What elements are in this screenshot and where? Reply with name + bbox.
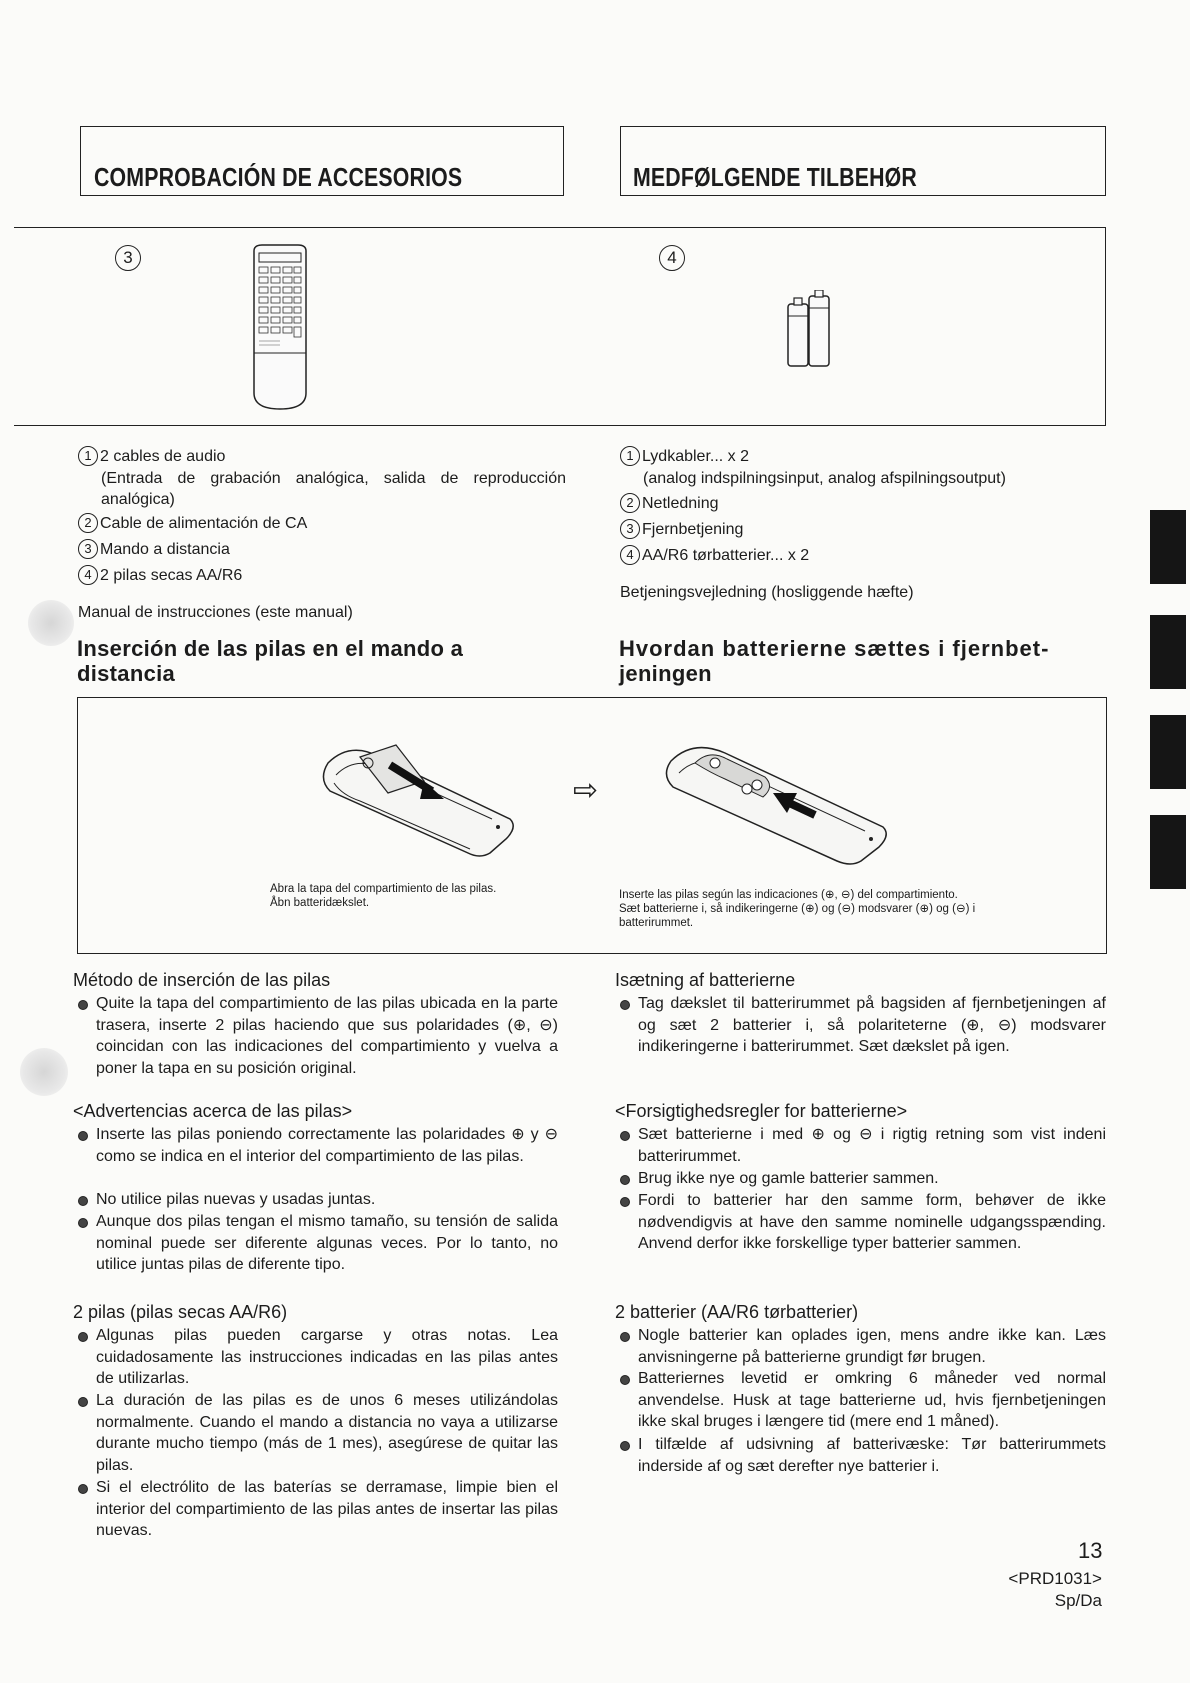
bullet-icon: [78, 1000, 88, 1010]
accessory-es-4-text: 2 pilas secas AA/R6: [100, 567, 243, 584]
accessory-es-1: [78, 446, 225, 467]
index-tab-2: [1150, 615, 1186, 689]
aa-da-1: [638, 1325, 1106, 1368]
bullet-icon: [620, 1000, 630, 1010]
aa-heading-da: 2 batterier (AA/R6 tørbatterier): [615, 1302, 859, 1322]
aa-es-1: [96, 1325, 558, 1390]
warning-es-1-text: Inserte las pilas poniendo correctamente las polaridades ⊕ y ⊖ como se indica en el interior del compartimiento de las pilas.: [96, 1126, 558, 1165]
battery-title-da-line1: Hvordan batterierne sættes i fjernbet-: [619, 636, 1050, 661]
accessory-da-4: [620, 545, 809, 566]
warning-da-1: [638, 1124, 1106, 1167]
figure-caption-right-1: Inserte las pilas según las indicaciones (⊕, ⊖) del compartimiento.: [619, 889, 958, 901]
circled-number: 1: [78, 446, 98, 466]
warning-da-3: [638, 1190, 1106, 1255]
accessory-es-3: [78, 539, 230, 560]
accessory-es-2-text: Cable de alimentación de CA: [100, 515, 308, 532]
aa-es-2: [96, 1390, 558, 1476]
page-number: 13: [1078, 1538, 1103, 1563]
warnings-heading-es: <Advertencias acerca de las pilas>: [73, 1101, 353, 1121]
figure-caption-left-2: Åbn batteridækslet.: [270, 897, 370, 909]
accessory-es-4: [78, 565, 242, 586]
accessory-da-1-note: (analog indspilningsinput, analog afspilningsoutput): [643, 470, 1006, 487]
accessory-panel-bottom-rule: [14, 425, 1106, 426]
accessory-es-3-text: Mando a distancia: [100, 541, 230, 558]
circled-number: 3: [78, 539, 98, 559]
bullet-icon: [620, 1441, 630, 1451]
bullet-icon: [620, 1131, 630, 1141]
header-title-es: COMPROBACIÓN DE ACCESORIOS: [94, 162, 463, 192]
warnings-heading-da: <Forsigtighedsregler for batterierne>: [615, 1101, 908, 1121]
bullet-icon: [78, 1218, 88, 1228]
accessory-marker-4: 4: [659, 245, 685, 271]
figure-caption-left: [270, 882, 496, 910]
accessory-es-manual: Manual de instrucciones (este manual): [78, 604, 353, 621]
accessory-marker-3: 3: [115, 245, 141, 271]
circled-number: 2: [620, 493, 640, 513]
aa-es-1-text: Algunas pilas pueden cargarse y otras notas. Lea cuidadosamente las instrucciones indicadas en las pilas antes de utilizarlas.: [96, 1327, 558, 1387]
aa-da-2: [638, 1368, 1106, 1433]
method-heading-es: Método de inserción de las pilas: [73, 970, 331, 990]
battery-title-da-line2: jeningen: [619, 661, 712, 686]
batteries-icon: [785, 290, 835, 370]
method-bullet-es-text: Quite la tapa del compartimiento de las pilas ubicada en la parte trasera, inserte 2 pilas haciendo que sus polaridades (⊕, ⊖) coincidan con las indicaciones del compartimiento y vuelva a poner la tapa en su posición original.: [96, 995, 558, 1077]
circled-number: 4: [620, 545, 640, 565]
figure-caption-left-1: Abra la tapa del compartimiento de las pilas.: [270, 883, 497, 895]
aa-da-3-text: I tilfælde af udsivning af batterivæske: Tør batterirummets inderside af og sæt derefter nye batterier i.: [638, 1436, 1106, 1475]
circled-number: 3: [620, 519, 640, 539]
method-bullet-da: [638, 993, 1106, 1058]
accessory-da-2-text: Netledning: [642, 495, 719, 512]
footer-lang: Sp/Da: [1054, 1591, 1102, 1610]
remote-control-icon: [250, 243, 310, 411]
battery-title-es-line1: Inserción de las pilas en el mando a: [77, 636, 464, 661]
figure-caption-right-2: Sæt batterierne i, så indikeringerne (⊕) og (⊖) modsvarer (⊕) og (⊖) i: [619, 903, 976, 915]
footer-code: [960, 1568, 1102, 1612]
aa-es-2-text: La duración de las pilas es de unos 6 meses utilizándolas normalmente. Cuando el mando a distancia no vaya a utilizarse durante mucho tiempo (más de 1 mes), asegúrese de quitar las pilas.: [96, 1392, 558, 1474]
battery-title-es: [77, 636, 557, 686]
bullet-icon: [78, 1332, 88, 1342]
bullet-icon: [78, 1131, 88, 1141]
accessory-da-3-text: Fjernbetjening: [642, 521, 744, 538]
warning-es-3: [96, 1211, 558, 1276]
warning-da-1-text: Sæt batterierne i med ⊕ og ⊖ i rigtig retning som vist indeni batterirummet.: [638, 1126, 1106, 1165]
punch-hole-mark: [28, 600, 74, 646]
warning-es-2: [96, 1189, 558, 1211]
accessory-es-1-text: 2 cables de audio: [100, 448, 226, 465]
header-title-da: MEDFØLGENDE TILBEHØR: [633, 162, 918, 192]
bullet-icon: [78, 1484, 88, 1494]
figure-caption-right: [619, 888, 1089, 930]
circled-number: 2: [78, 513, 98, 533]
remote-open-cover-illustration: [320, 735, 520, 865]
footer-code-text: <PRD1031>: [1008, 1569, 1102, 1588]
accessory-es-1-note: (Entrada de grabación analógica, salida de reproducción analógica): [101, 470, 566, 508]
battery-title-es-line2: distancia: [77, 661, 176, 686]
accessory-panel-right-rule: [1105, 227, 1106, 426]
accessory-da-1-text: Lydkabler... x 2: [642, 448, 750, 465]
method-bullet-es: [96, 993, 558, 1079]
aa-es-3: [96, 1477, 558, 1542]
warning-es-1: [96, 1124, 558, 1167]
warning-da-3-text: Fordi to batterier har den samme form, behøver de ikke nødvendigvis at have den samme nominelle udgangsspænding. Anvend derfor ikke forskellige typer batterier sammen.: [638, 1192, 1106, 1252]
accessory-da-4-text: AA/R6 tørbatterier... x 2: [642, 547, 810, 564]
bullet-icon: [620, 1197, 630, 1207]
warning-da-2-text: Brug ikke nye og gamle batterier sammen.: [638, 1170, 939, 1187]
figure-caption-right-3: batterirummet.: [619, 917, 694, 929]
bullet-icon: [620, 1375, 630, 1385]
aa-es-3-text: Si el electrólito de las baterías se derramase, limpie bien el interior del compartimiento de las pilas antes de insertar las pilas nuevas.: [96, 1479, 558, 1539]
bullet-icon: [78, 1196, 88, 1206]
aa-da-3: [638, 1434, 1106, 1477]
accessory-da-manual: Betjeningsvejledning (hosliggende hæfte): [620, 584, 914, 601]
accessory-da-3: [620, 519, 743, 540]
bullet-icon: [620, 1332, 630, 1342]
accessory-es-2: [78, 513, 307, 534]
punch-hole-mark: [20, 1048, 68, 1096]
aa-da-1-text: Nogle batterier kan oplades igen, mens andre ikke kan. Læs anvisningerne på batterierne grundigt før brugen.: [638, 1327, 1106, 1366]
accessory-da-1: [620, 446, 749, 467]
warning-da-2: [638, 1168, 1106, 1190]
method-heading-da: Isætning af batterierne: [615, 970, 796, 990]
index-tab-4: [1150, 815, 1186, 889]
battery-title-da: [619, 636, 1109, 686]
accessory-da-2: [620, 493, 719, 514]
circled-number: 1: [620, 446, 640, 466]
aa-heading-es: 2 pilas (pilas secas AA/R6): [73, 1302, 288, 1322]
method-bullet-da-text: Tag dækslet til batterirummet på bagsiden af fjernbetjeningen af og sæt 2 batterier i, så polariteterne (⊕, ⊖) modsvarer indikeringerne i batterirummet. Sæt dækslet på igen.: [638, 995, 1106, 1055]
index-tab-1: [1150, 510, 1186, 584]
remote-insert-batteries-illustration: [665, 735, 895, 875]
figure-arrow: ⇨: [573, 774, 599, 807]
warning-es-2-text: No utilice pilas nuevas y usadas juntas.: [96, 1191, 376, 1208]
warning-es-3-text: Aunque dos pilas tengan el mismo tamaño, su tensión de salida nominal puede ser diferente algunas veces. Por lo tanto, no utilice juntas pilas de diferente tipo.: [96, 1213, 558, 1273]
bullet-icon: [620, 1175, 630, 1185]
circled-number: 4: [78, 565, 98, 585]
aa-da-2-text: Batteriernes levetid er omkring 6 måneder ved normal anvendelse. Husk at tage batterierne ud, hvis fjernbetjeningen ikke skal bruges i længere tid (mere end 1 måned).: [638, 1370, 1106, 1430]
index-tab-3: [1150, 715, 1186, 789]
bullet-icon: [78, 1397, 88, 1407]
accessory-panel-top-rule: [14, 227, 1106, 228]
